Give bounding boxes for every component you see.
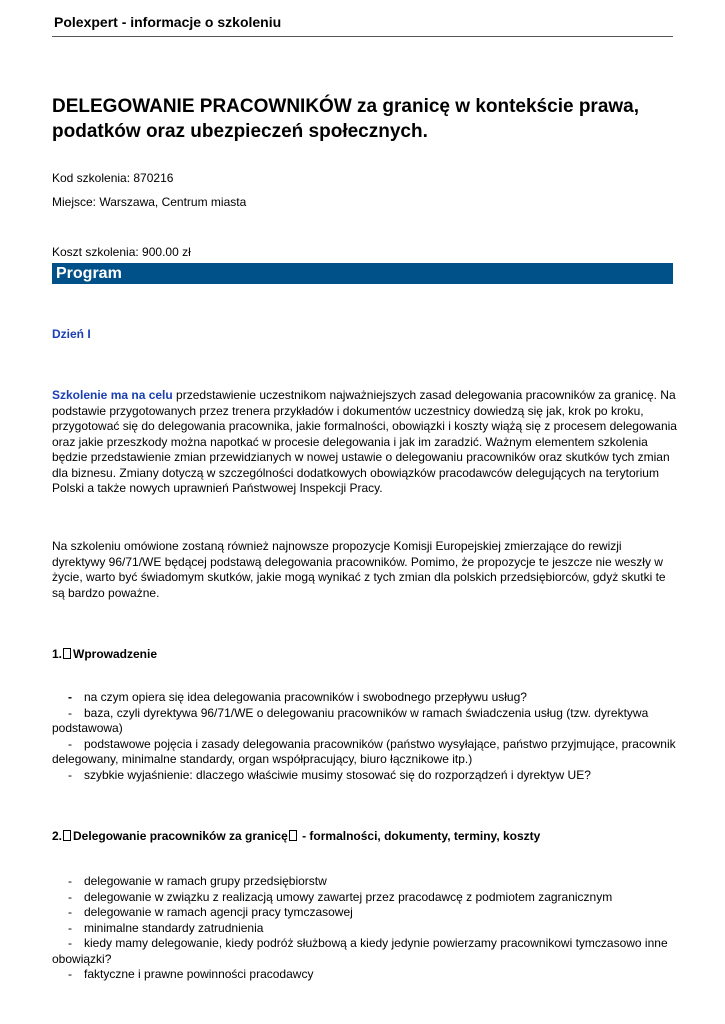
bullet-dash: - bbox=[68, 889, 72, 904]
course-cost: Koszt szkolenia: 900.00 zł bbox=[52, 245, 191, 259]
intro-lead: Szkolenie ma na celu bbox=[52, 388, 173, 402]
bullet-dash: - bbox=[68, 920, 72, 935]
list-item: - baza, czyli dyrektywa 96/71/WE o delegowaniu pracowników w ramach świadczenia usług (tzw. dyrektywa podstawowa) bbox=[52, 705, 649, 735]
bullet-dash: - bbox=[68, 690, 72, 704]
placeholder-glyph-icon bbox=[289, 830, 297, 841]
bullet-dash: - bbox=[68, 967, 72, 981]
section-2-list bbox=[52, 874, 677, 983]
document-header-title: Polexpert - informacje o szkoleniu bbox=[54, 14, 282, 30]
section-title: Delegowanie pracowników za granicę bbox=[73, 829, 288, 843]
program-heading: Program bbox=[56, 265, 122, 282]
section-2-heading bbox=[52, 829, 540, 843]
intro-paragraph bbox=[52, 388, 677, 497]
day-heading: Dzień I bbox=[52, 327, 91, 341]
list-item: - podstawowe pojęcia i zasady delegowania pracowników (państwo wysyłające, państwo przyjmujące, pracownik delegowany, minimalne standardy, organ współpracujący, biuro łącznikowe itp.) bbox=[52, 736, 676, 766]
list-item: - delegowanie w związku z realizacją umowy zawartej przez pracodawcę z podmiotem zagranicznym bbox=[68, 889, 613, 904]
bullet-dash: - bbox=[68, 705, 72, 720]
section-title-rest: - formalności, dokumenty, terminy, koszty bbox=[298, 829, 541, 843]
section-1-heading bbox=[52, 647, 157, 661]
intro-text: przedstawienie uczestnikom najważniejszych zasad delegowania pracowników za granicę. Na podstawie przygotowanych przez trenera przykładów i dokumentów uczestnicy dowiedzą się jak, krok po kroku, przygotować się do delegowania pracownika, jakie formalności, obowiązki i koszty wiążą się z procesem delegowania oraz jakie przeszkody można napotkać w procesie delegowania i jak im zaradzić. Ważnym elementem szkolenia będzie przedstawienie zmian przewidzianych w nowej ustawie o delegowaniu pracowników oraz skutków tych zmian dla biznesu. Zmiany dotyczą w szczególności dodatkowych obowiązków pracodawców delegujących na terytorium Polski a także nowych uprawnień Państwowej Inspekcji Pracy. bbox=[52, 388, 677, 495]
list-item: - delegowanie w ramach grupy przedsiębiorstw bbox=[68, 874, 327, 888]
bullet-dash: - bbox=[68, 874, 72, 888]
placeholder-glyph-icon bbox=[63, 648, 71, 659]
list-item: - faktyczne i prawne powinności pracodawcy bbox=[68, 967, 314, 981]
header-divider bbox=[52, 36, 673, 37]
section-number: 2. bbox=[52, 829, 63, 843]
section-1-list bbox=[52, 690, 677, 783]
list-item: - szybkie wyjaśnienie: dlaczego właściwie musimy stosować się do rozporządzeń i dyrektyw UE? bbox=[68, 767, 591, 782]
section-number: 1. bbox=[52, 647, 63, 661]
list-item: - minimalne standardy zatrudnienia bbox=[68, 920, 264, 935]
list-item: - kiedy mamy delegowanie, kiedy podróż służbową a kiedy jedynie powierzamy pracownikowi tymczasowo inne obowiązki? bbox=[52, 936, 668, 966]
proposal-paragraph: Na szkoleniu omówione zostaną również najnowsze propozycje Komisji Europejskiej zmierzające do rewizji dyrektywy 96/71/WE będącej podstawą delegowania pracowników. Pomimo, że propozycje te jeszcze nie weszły w życie, warto być świadomym skutków, jakie mogą wynikać z tych zmian dla polskich przedsiębiorców, gdyż skutki te są bardzo poważne. bbox=[52, 539, 666, 600]
bullet-dash: - bbox=[68, 936, 72, 950]
program-section-bar bbox=[52, 263, 673, 284]
course-code: Kod szkolenia: 870216 bbox=[52, 171, 174, 185]
section-title: Wprowadzenie bbox=[73, 647, 158, 661]
course-title: DELEGOWANIE PRACOWNIKÓW za granicę w kontekście prawa, podatków oraz ubezpieczeń społecznych. bbox=[52, 96, 640, 142]
course-location: Miejsce: Warszawa, Centrum miasta bbox=[52, 195, 247, 209]
bullet-dash: - bbox=[68, 905, 72, 919]
list-item: - delegowanie w ramach agencji pracy tymczasowej bbox=[68, 905, 353, 919]
list-item: - na czym opiera się idea delegowania pracowników i swobodnego przepływu usług? bbox=[68, 690, 527, 704]
bullet-dash: - bbox=[68, 736, 72, 751]
bullet-dash: - bbox=[68, 767, 72, 782]
placeholder-glyph-icon bbox=[63, 830, 71, 841]
